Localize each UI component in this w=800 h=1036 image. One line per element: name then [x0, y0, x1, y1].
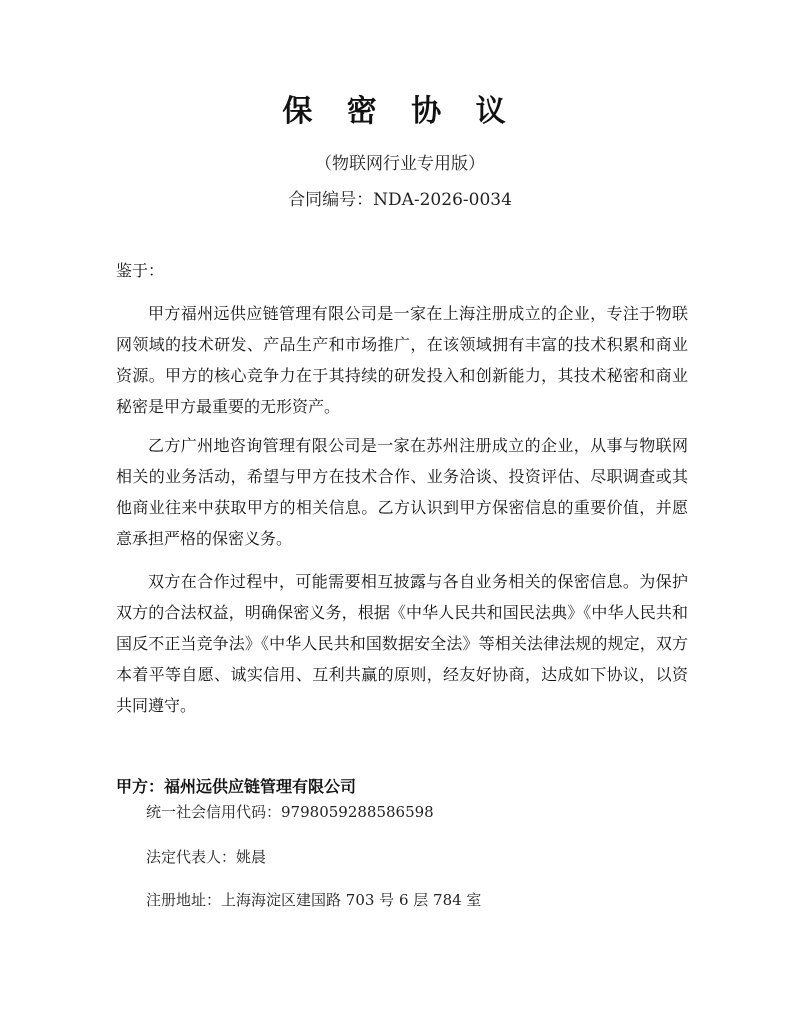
document-title: 保 密 协 议: [282, 94, 518, 129]
address-label: 注册地址：: [146, 891, 222, 909]
contract-number-label: 合同编号：: [288, 190, 374, 210]
contract-number-value: NDA-2026-0034: [373, 190, 512, 210]
paragraph-party-a-intro: 甲方福州远供应链管理有限公司是一家在上海注册成立的企业，专注于物联网领域的技术研发、产品生产和市场推广，在该领域拥有丰富的技术积累和商业资源。甲方的核心竞争力在于其持续的研发投入和创新能力，其技术秘密和商业秘密是甲方最重要的无形资产。: [116, 304, 688, 416]
party-a-legal-rep: [146, 846, 266, 868]
paragraph-party-b-intro: 乙方广州地咨询管理有限公司是一家在苏州注册成立的企业，从事与物联网相关的业务活动，希望与甲方在技术合作、业务洽谈、投资评估、尽职调查或其他商业往来中获取甲方的相关信息。乙方认识到甲方保密信息的重要价值，并愿意承担严格的保密义务。: [116, 436, 688, 548]
contract-number: [0, 188, 800, 212]
party-a-address: [146, 889, 481, 911]
credit-code-label: 统一社会信用代码：: [146, 803, 282, 821]
credit-code-value: 9798059288586598: [281, 803, 434, 821]
paragraph-purpose: 双方在合作过程中，可能需要相互披露与各自业务相关的保密信息。为保护双方的合法权益，明确保密义务，根据《中华人民共和国民法典》《中华人民共和国反不正当竞争法》《中华人民共和国数据安全法》等相关法律法规的规定，双方本着平等自愿、诚实信用、互利共赢的原则，经友好协商，达成如下协议，以资共同遵守。: [116, 572, 688, 715]
party-a-heading: 甲方：福州远供应链管理有限公司: [116, 777, 357, 796]
document-subtitle: （物联网行业专用版）: [315, 154, 485, 174]
address-value: 上海海淀区建国路 703 号 6 层 784 室: [221, 891, 482, 909]
legal-rep-label: 法定代表人：: [146, 848, 237, 866]
party-a-credit-code: [146, 801, 434, 823]
legal-rep-value: 姚晨: [236, 848, 267, 866]
whereas-heading: 鉴于：: [116, 261, 165, 280]
